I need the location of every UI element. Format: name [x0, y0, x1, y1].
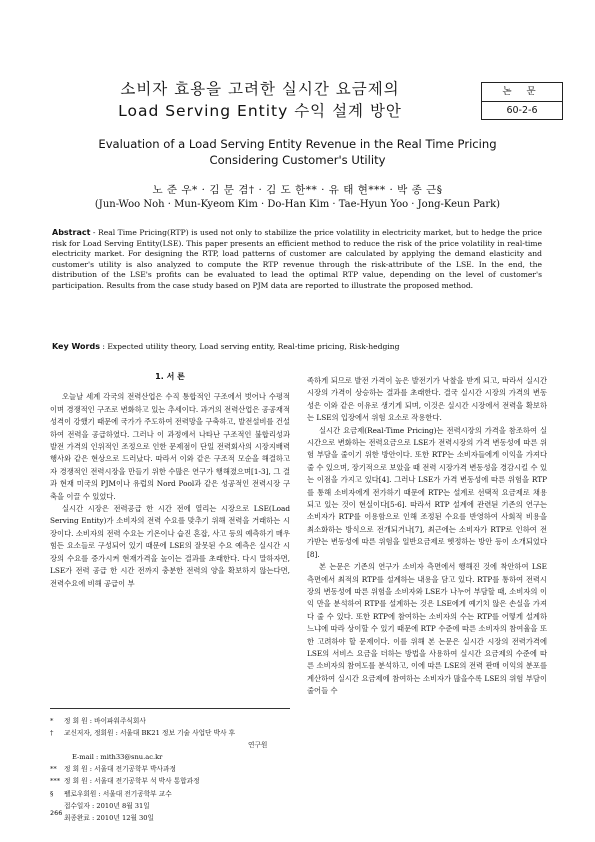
footnote-text: 정 회 원 : 바이파워주식회사 — [64, 717, 146, 725]
footnote-text: 접수일자 : 2010년 8월 31일 — [64, 801, 150, 810]
footnote-row — [50, 800, 295, 812]
body-paragraph: 오늘날 세계 각국의 전력산업은 수직 통합적인 구조에서 벗어나 수평적이며 경쟁적인 구조로 변화하고 있는 추세이다. 과거의 전력산업은 공공재적 성격이 강했기 때문에 국가가 주도하여 전력망을 구축하고, 발전설비를 건설하여 전력을 공급하였다. 그러나 이 과정에서 나타난 구조적인 불합리성과 발전 가격의 인위적인 조정으로 인한 문제점이 단일 전력회사의 시장지배력 행사와 같은 현상으로 드러났다. 따라서 이와 같은 구조적 모순을 해결하고자 경쟁적인 전력시장을 만들기 위한 수많은 연구가 행해졌으며[1-3], 그 결과 현재 미국의 PJM이나 유럽의 Nord Pool과 같은 성공적인 전력시장 구축을 이끌 수 있었다. — [50, 392, 290, 501]
abstract-text: - Real Time Pricing(RTP) is used not only to stabilize the price volatility in electricity market, but to hedge the price risk for Load Serving Entity(LSE). This paper presents an efficient method to reduce the risk of the price volatility in real-time electricity market. For designing the RTP, load patterns of customer are calculated by applying the demand elasticity and customer's utility is also analyzed to compute the RTP revenue through the risk-attribute of the LSE. In the end, the distribution of the LSE's profits can be evaluated to lead the optimal RTP value, depending on the level of customer's participation. Results from the case study based on PJM data are reported to illustrate the proposed method. — [52, 228, 542, 290]
footnote-row — [50, 739, 295, 751]
footnote-mark: * — [50, 717, 54, 725]
paper-type-label: 논 문 — [482, 83, 562, 102]
footnote-text: 최종완료 : 2010년 12월 30일 — [64, 813, 155, 822]
body-paragraph: 실시간 요금제(Real-Time Pricing)는 전력시장의 가격을 참조하여 실시간으로 변화하는 전력요금으로 LSE가 전력시장의 가격 변동성에 따른 위험 부담을 줄이기 위한 방안이다. 또한 RTP는 소비자들에게 이익을 가져다 줄 수 있으며, 장기적으로 보았을 때 전력 시장가격 변동성을 경감시킬 수 있는 이점을 가지고 있다[4]. 그러나 LSE가 가격 변동성에 따른 위험을 RTP를 통해 소비자에게 전가하기 때문에 RTP는 설계로 선택적 요금제로 채용되고 있는 것이 현실이다[5-6]. 따라서 RTP 설계에 관련된 기존의 연구는 소비자가 RTP를 이용함으로 인해 조정된 수요를 반영하여 사회적 비용을 최소화하는 방식으로 전개되거나[7], 최근에는 소비자가 RTP로 인하여 전가받는 변동성에 따른 위험을 일반요금제로 헷정하는 방안 등이 소개되었다[8]. — [307, 425, 547, 559]
korean-title-line1: 소비자 효용을 고려한 실시간 요금제의 — [120, 80, 400, 98]
section-heading: 1. 서 론 — [155, 372, 185, 381]
footnote-row — [50, 812, 295, 824]
right-column — [307, 375, 547, 698]
korean-title — [60, 78, 460, 122]
footnote-mark: § — [50, 789, 54, 798]
english-title-line2: Considering Customer's Utility — [209, 153, 386, 167]
paper-number: 60-2-6 — [506, 104, 538, 116]
footnote-row — [50, 727, 295, 739]
keywords-text: : Expected utility theory, Load serving entity, Real-time pricing, Risk-hedging — [99, 342, 400, 351]
footnote-mark: ** — [50, 765, 57, 774]
english-title — [40, 136, 555, 168]
left-column — [50, 371, 290, 590]
body-paragraph: 실시간 시장은 전력공급 한 시간 전에 열리는 시장으로 LSE(Load Serving Entity)가 소비자의 전력 수요를 맞추기 위해 전력을 거래하는 시장이다. 소비자의 전력 수요는 기온이나 습진 혼잡, 사고 등의 예측하기 매우 힘든 요소들로 구성되어 있기 때문에 LSE의 잘못된 수요 예측은 실시간 시장의 수요를 증가시켜 현재가격을 높이는 결과를 초래한다. 다시 말하자면, LSE가 전력 공급 한 시간 전까지 충분한 전력의 양을 확보하지 않는다면, 전력수요에 비해 공급이 부 — [50, 504, 290, 588]
paper-type-box — [481, 82, 563, 120]
footnote-text: E-mail : mith33@snu.ac.kr — [72, 753, 163, 762]
footnote-text: 펠로우회원 : 서울대 전기공학부 교수 — [64, 789, 172, 798]
keywords — [52, 342, 552, 351]
footnote-text: 정 회 원 : 서울대 전기공학부 석 박사 통합과정 — [64, 777, 200, 786]
footnote-mark — [50, 751, 64, 763]
footnote-row — [50, 763, 295, 775]
footnote-text: 교신저자, 정회원 : 서울대 BK21 정보 기술 사업단 박사 후 — [64, 729, 236, 738]
footnotes — [50, 715, 295, 824]
authors-korean: 노 준 우* · 김 문 겸† · 김 도 한** · 유 태 현*** · 박 종 근§ — [152, 184, 443, 196]
footnote-mark: † — [50, 729, 54, 738]
footnote-mark: *** — [50, 777, 61, 786]
body-paragraph: 족하게 되므로 발전 가격이 높은 발전기가 낙찰을 받게 되고, 따라서 실시간 시장의 가격이 상승하는 결과를 초래한다. 결국 실시간 시장의 가격의 변동성은 이와 같은 이유로 생기게 되며, 이것은 실시간 시장에서 전력을 확보하는 LSE의 입장에서 위험 요소로 작용한다. — [307, 376, 547, 423]
footnote-divider — [50, 708, 290, 709]
footnote-row — [50, 775, 295, 787]
body-paragraph: 본 논문은 기존의 연구가 소비자 측면에서 행해진 것에 착안하여 LSE 측면에서 최적의 RTP를 설계하는 내용을 담고 있다. RTP를 통하여 전력시장의 변동성에 따른 위험을 소비자와 LSE가 나누어 부담할 때, 소비자의 이익 만을 분석하여 RTP를 설계하는 것은 LSE에게 예기치 않은 손실을 가져다 줄 수 있다. 또한 RTP에 참여하는 소비자의 수는 RTP를 어떻게 설계하느냐에 따라 상이할 수 있기 때문에 RTP 수준에 따른 소비자의 참여율을 또한 고려하야 할 문제이다. 이를 위해 본 논문은 실시간 시장의 전력가격에 LSE의 서비스 요금을 더하는 방법을 사용하여 실시간 요금제의 수준에 따른 소비자의 참여도를 분석하고, 이에 따른 LSE의 전력 판매 이익의 분포를 계산하여 실시간 요금제에 참여하는 소비자가 많을수록 LSE의 위험 부담이 줄어들 수 — [307, 562, 547, 696]
footnote-row — [50, 715, 295, 727]
footnote-mark — [50, 739, 64, 751]
keywords-label: Key Words — [52, 342, 100, 351]
authors-english: (Jun-Woo Noh · Mun-Kyeom Kim · Do-Han Kim · Tae-Hyun Yoo · Jong-Keun Park) — [94, 199, 501, 210]
footnote-row — [50, 788, 295, 800]
english-title-line1: Evaluation of a Load Serving Entity Revenue in the Real Time Pricing — [98, 137, 497, 151]
footnote-text: 연구원 — [248, 741, 268, 750]
abstract — [52, 228, 542, 292]
page-number: 266 — [50, 809, 63, 817]
footnote-row — [50, 751, 295, 763]
korean-title-line2: Load Serving Entity 수익 설계 방안 — [118, 102, 402, 120]
abstract-label: Abstract — [52, 228, 91, 237]
footnote-text: 정 회 원 : 서울대 전기공학부 박사과정 — [64, 765, 176, 774]
